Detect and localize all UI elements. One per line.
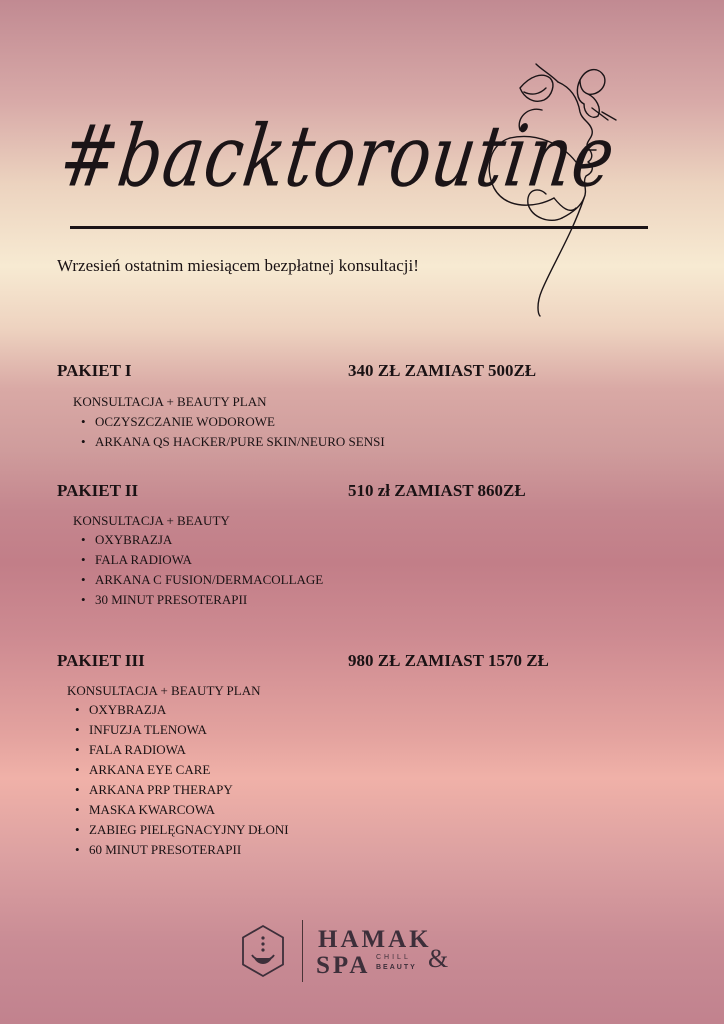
list-item: • OXYBRAZJA [71, 700, 289, 720]
list-item: • OCZYSZCZANIE WODOROWE [77, 412, 385, 432]
package-3-title: PAKIET III [57, 651, 145, 670]
package-2-price: 510 zł ZAMIAST 860ZŁ [348, 481, 526, 500]
list-item: • ZABIEG PIELĘGNACYJNY DŁONI [71, 820, 289, 840]
list-item: • INFUZJA TLENOWA [71, 720, 289, 740]
package-1-intro: KONSULTACJA + BEAUTY PLAN [73, 394, 267, 409]
list-item: • FALA RADIOWA [71, 740, 289, 760]
logo-hamak-text: HAMAK [318, 926, 432, 953]
line-art-face-with-butterfly-icon [480, 58, 650, 320]
logo-beauty-text: BEAUTY [376, 964, 417, 971]
list-item: • OXYBRAZJA [77, 530, 323, 550]
hashtag-title: #backtoroutine [54, 108, 621, 207]
package-1-price: 340 ZŁ ZAMIAST 500ZŁ [348, 361, 537, 380]
package-3-price: 980 ZŁ ZAMIAST 1570 ZŁ [348, 651, 549, 670]
package-2-title: PAKIET II [57, 481, 139, 500]
package-2-intro: KONSULTACJA + BEAUTY [73, 513, 230, 528]
logo-divider [302, 920, 303, 982]
hexagon-lotus-icon [240, 924, 286, 978]
list-item: • ARKANA QS HACKER/PURE SKIN/NEURO SENSI [77, 432, 385, 452]
list-item: • FALA RADIOWA [77, 550, 323, 570]
list-item: • 60 MINUT PRESOTERAPII [71, 840, 289, 860]
list-item: • ARKANA C FUSION/DERMACOLLAGE [77, 570, 323, 590]
package-3-intro: KONSULTACJA + BEAUTY PLAN [67, 683, 261, 698]
logo-ampersand: & [428, 944, 449, 973]
package-3-list [71, 700, 289, 860]
list-item: • ARKANA EYE CARE [71, 760, 289, 780]
package-1-title: PAKIET I [57, 361, 132, 380]
logo-chill-text: CHILL [376, 954, 411, 961]
list-item: • 30 MINUT PRESOTERAPII [77, 590, 323, 610]
package-1-list [77, 412, 385, 452]
list-item: • ARKANA PRP THERAPY [71, 780, 289, 800]
list-item: • MASKA KWARCOWA [71, 800, 289, 820]
subtitle: Wrzesień ostatnim miesiącem bezpłatnej konsultacji! [57, 256, 419, 275]
package-2-list [77, 530, 323, 610]
logo-spa-text: SPA [316, 952, 371, 979]
